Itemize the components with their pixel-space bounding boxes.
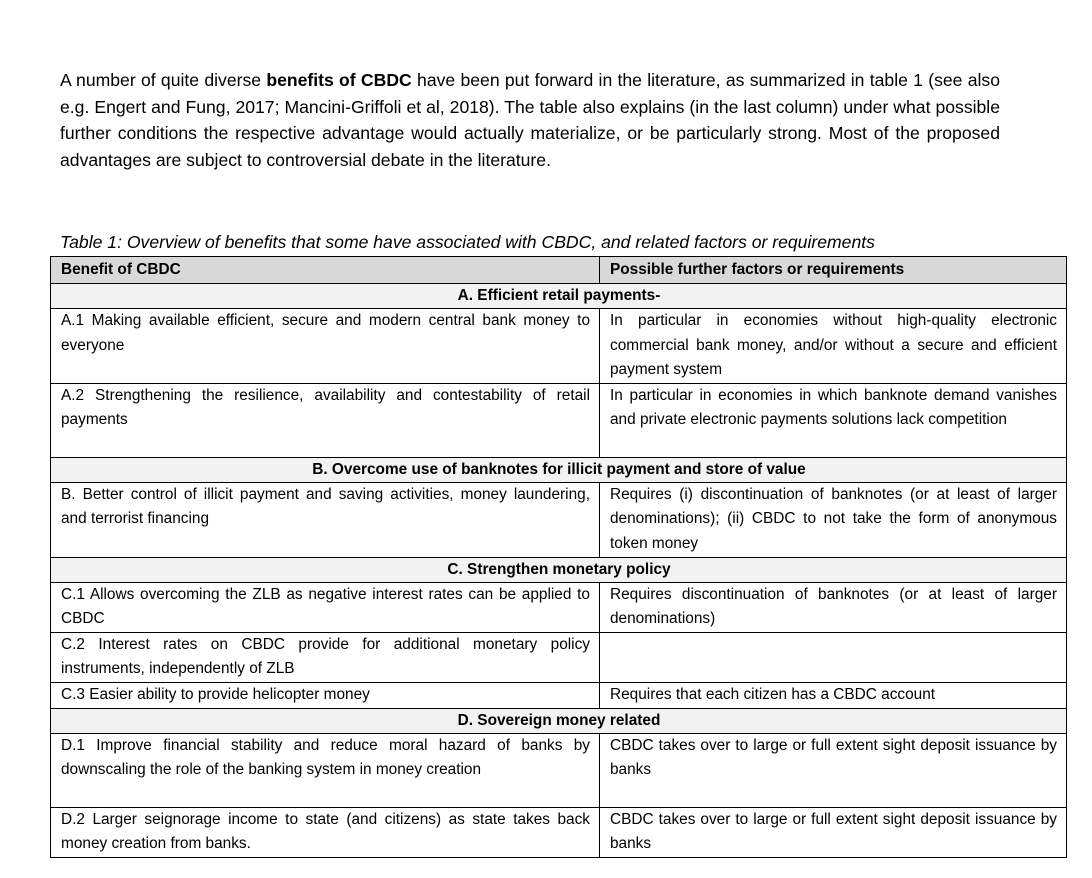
benefit-cell: C.3 Easier ability to provide helicopter money (51, 682, 600, 708)
intro-bold-phrase: benefits of CBDC (266, 70, 412, 90)
section-row-b (51, 457, 1067, 482)
section-row-a (51, 284, 1067, 309)
requirement-cell: In particular in economies in which banknote demand vanishes and private electronic payments solutions lack competition (600, 383, 1067, 457)
benefit-cell: C.2 Interest rates on CBDC provide for additional monetary policy instruments, independently of ZLB (51, 632, 600, 682)
table-row (51, 807, 1067, 857)
table-row (51, 733, 1067, 807)
table-row (51, 309, 1067, 384)
table-row (51, 682, 1067, 708)
requirement-cell: Requires discontinuation of banknotes (or at least of larger denominations) (600, 582, 1067, 632)
table-caption: Table 1: Overview of benefits that some have associated with CBDC, and related factors or requirements (60, 232, 875, 252)
intro-text-start: A number of quite diverse (60, 70, 267, 90)
requirement-cell: CBDC takes over to large or full extent sight deposit issuance by banks (600, 733, 1067, 807)
section-row-d (51, 708, 1067, 733)
section-title: D. Sovereign money related (51, 708, 1067, 733)
header-requirements: Possible further factors or requirements (600, 257, 1067, 284)
requirement-cell: CBDC takes over to large or full extent sight deposit issuance by banks (600, 807, 1067, 857)
intro-paragraph (60, 67, 1000, 173)
requirement-cell: In particular in economies without high-quality electronic commercial bank money, and/or without a secure and efficient payment system (600, 309, 1067, 384)
benefit-cell: B. Better control of illicit payment and saving activities, money laundering, and terrorist financing (51, 482, 600, 557)
section-title: B. Overcome use of banknotes for illicit payment and store of value (51, 457, 1067, 482)
section-title: A. Efficient retail payments- (51, 284, 1067, 309)
benefit-cell: A.2 Strengthening the resilience, availability and contestability of retail payments (51, 383, 600, 457)
benefit-cell: D.1 Improve financial stability and reduce moral hazard of banks by downscaling the role of the banking system in money creation (51, 733, 600, 807)
table-row (51, 632, 1067, 682)
table-row (51, 582, 1067, 632)
requirement-cell: Requires (i) discontinuation of banknotes (or at least of larger denominations); (ii) CBDC to not take the form of anonymous token money (600, 482, 1067, 557)
requirement-cell (600, 632, 1067, 682)
requirement-cell: Requires that each citizen has a CBDC account (600, 682, 1067, 708)
table-header-row (51, 257, 1067, 284)
section-row-c (51, 557, 1067, 582)
section-title: C. Strengthen monetary policy (51, 557, 1067, 582)
benefit-cell: A.1 Making available efficient, secure and modern central bank money to everyone (51, 309, 600, 384)
table-row (51, 482, 1067, 557)
table-row (51, 383, 1067, 457)
benefit-cell: C.1 Allows overcoming the ZLB as negative interest rates can be applied to CBDC (51, 582, 600, 632)
intro-text-rest: have been put forward in the literature, as summarized in table 1 (see also e.g. Engert and Fung, 2017; Mancini-Griffoli et al, 2018). The table also explains (in the last column) under what possible further conditions the respective advantage would actually materialize, or be particularly strong. Most of the proposed advantages are subject to controversial debate in the literature. (60, 70, 1000, 170)
benefits-table (50, 256, 1067, 858)
header-benefit: Benefit of CBDC (51, 257, 600, 284)
benefit-cell: D.2 Larger seignorage income to state (and citizens) as state takes back money creation from banks. (51, 807, 600, 857)
